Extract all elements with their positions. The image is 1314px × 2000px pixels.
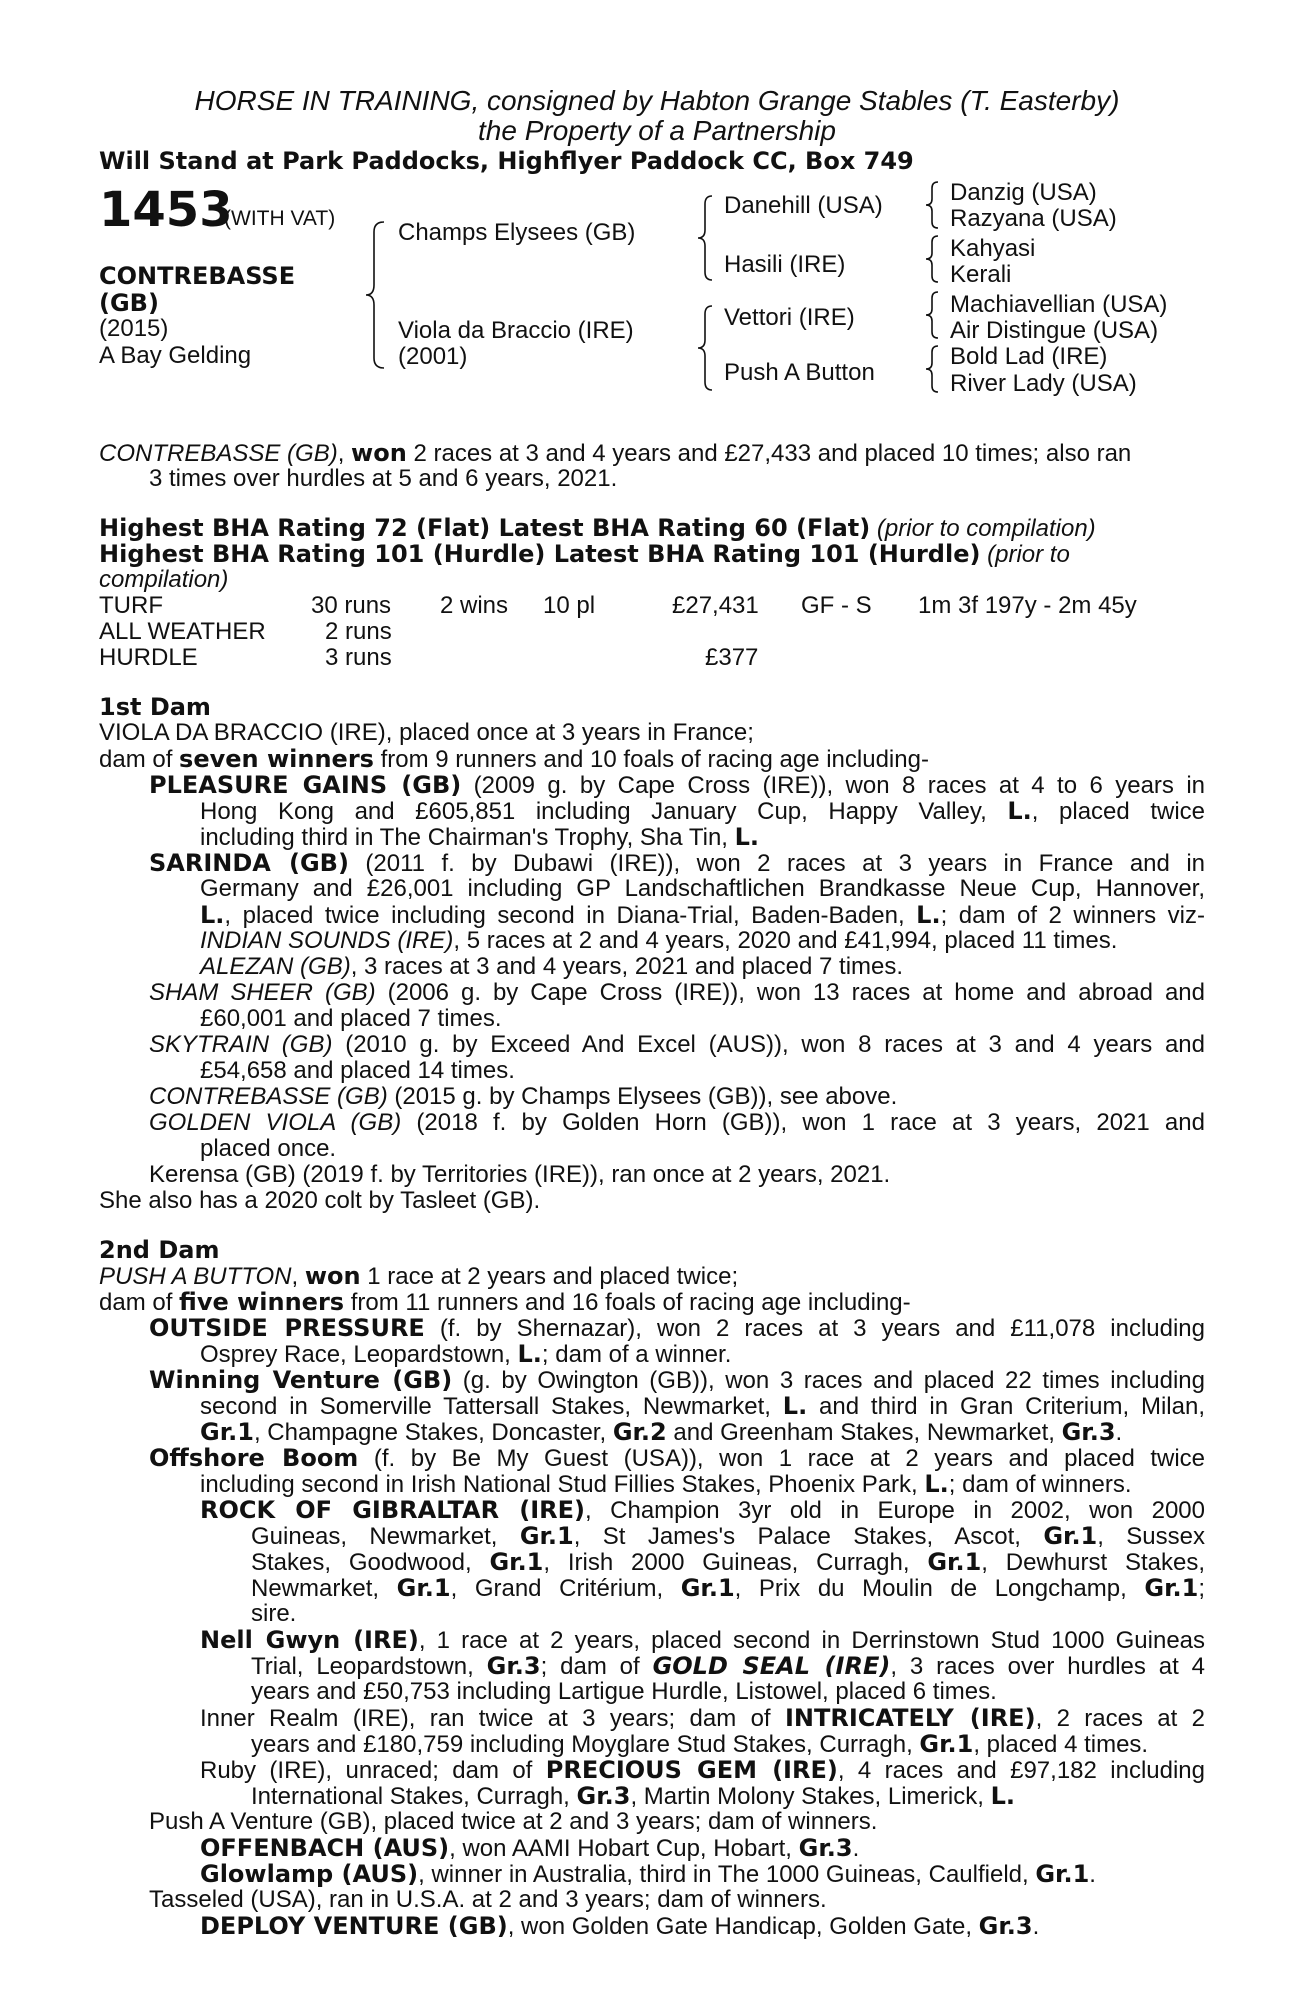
stat-wins: 2 wins — [440, 592, 509, 619]
progeny-winning-venture-2: second in Somerville Tattersall Stakes, Newmarket, L. and third in Gran Criterium, Milan, — [200, 1392, 1206, 1420]
progeny-pleasure-gains-2: Hong Kong and £605,851 including January Cup, Happy Valley, L., placed twice — [200, 797, 1206, 825]
pedigree-brace-g2 — [924, 234, 942, 284]
progeny-ruby: Ruby (IRE), unraced; dam of PRECIOUS GEM (IRE), 4 races and £97,182 including — [200, 1756, 1205, 1784]
progeny-nell-gwyn-3: years and £50,753 including Lartigue Hurdle, Listowel, placed 6 times. — [251, 1678, 997, 1705]
progeny-deploy-venture: DEPLOY VENTURE (GB), won Golden Gate Handicap, Golden Gate, Gr.3. — [200, 1912, 1040, 1940]
pedigree-g1: Danzig (USA) — [950, 179, 1097, 206]
stat-surface: ALL WEATHER — [99, 618, 266, 645]
stat-runs: 2 runs — [325, 618, 392, 645]
stat-prize: £27,431 — [672, 592, 759, 619]
progeny-rock-of-gibraltar-5: sire. — [251, 1600, 297, 1627]
pedigree-dam-dam: Push A Button — [724, 359, 875, 386]
stat-placed: 10 pl — [543, 592, 596, 619]
pedigree-sire-sire: Danehill (USA) — [724, 192, 883, 219]
rating-flat: Highest BHA Rating 72 (Flat) Latest BHA Rating 60 (Flat) (prior to compilation) — [99, 514, 1096, 542]
first-dam-line1: VIOLA DA BRACCIO (IRE), placed once at 3 years in France; — [99, 719, 754, 746]
summary-line1: CONTREBASSE (GB), won 2 races at 3 and 4 years and £27,433 and placed 10 times; also ran — [99, 439, 1132, 467]
progeny-push-a-venture: Push A Venture (GB), placed twice at 2 and 3 years; dam of winners. — [149, 1808, 878, 1835]
first-dam-heading: 1st Dam — [99, 693, 211, 721]
stat-distance: 1m 3f 197y - 2m 45y — [918, 592, 1137, 619]
pedigree-dam: Viola da Braccio (IRE) — [398, 317, 634, 344]
pedigree-brace-main — [364, 220, 388, 370]
stat-runs: 3 runs — [325, 644, 392, 671]
progeny-contrebasse: CONTREBASSE (GB) (2015 g. by Champs Elysees (GB)), see above. — [149, 1083, 898, 1110]
progeny-sham-sheer: SHAM SHEER (GB) (2006 g. by Cape Cross (IRE)), won 13 races at home and abroad and — [149, 979, 1205, 1006]
progeny-sarinda-3: L., placed twice including second in Diana-Trial, Baden-Baden, L.; dam of 2 winners viz- — [200, 901, 1205, 929]
summary-won: won — [351, 439, 407, 467]
pedigree-g5: Machiavellian (USA) — [950, 291, 1168, 318]
pedigree-sire: Champs Elysees (GB) — [398, 219, 636, 246]
progeny-nell-gwyn: Nell Gwyn (IRE), 1 race at 2 years, placed second in Derrinstown Stud 1000 Guineas — [200, 1626, 1206, 1654]
pedigree-g6: Air Distingue (USA) — [950, 317, 1159, 344]
horse-name: CONTREBASSE — [99, 262, 296, 290]
lot-number: 1453 — [99, 182, 233, 238]
stat-going: GF - S — [801, 592, 872, 619]
progeny-skytrain: SKYTRAIN (GB) (2010 g. by Exceed And Excel (AUS)), won 8 races at 3 and 4 years and — [149, 1031, 1205, 1058]
progeny-pleasure-gains-3: including third in The Chairman's Trophy, Sha Tin, L. — [200, 823, 760, 851]
progeny-winning-venture-3: Gr.1, Champagne Stakes, Doncaster, Gr.2 and Greenham Stakes, Newmarket, Gr.3. — [200, 1418, 1123, 1446]
progeny-sham-sheer-2: £60,001 and placed 7 times. — [200, 1005, 502, 1032]
pedigree-g2: Razyana (USA) — [950, 205, 1117, 232]
pedigree-sire-dam: Hasili (IRE) — [724, 251, 846, 278]
stat-surface: HURDLE — [99, 644, 198, 671]
stat-surface: TURF — [99, 592, 163, 619]
progeny-rock-of-gibraltar-3: Stakes, Goodwood, Gr.1, Irish 2000 Guineas, Curragh, Gr.1, Dewhurst Stakes, — [251, 1548, 1206, 1576]
pedigree-brace-g4 — [924, 344, 942, 394]
second-dam-heading: 2nd Dam — [99, 1236, 220, 1264]
progeny-rock-of-gibraltar-4: Newmarket, Gr.1, Grand Critérium, Gr.1, Prix du Moulin de Longchamp, Gr.1; — [251, 1574, 1205, 1602]
first-dam-line2: dam of seven winners from 9 runners and 10 foals of racing age including- — [99, 745, 929, 773]
header-title-line1: HORSE IN TRAINING, consigned by Habton Grange Stables (T. Easterby) — [194, 85, 1120, 116]
progeny-pleasure-gains: PLEASURE GAINS (GB) (2009 g. by Cape Cross (IRE)), won 8 races at 4 to 6 years in — [149, 771, 1206, 799]
progeny-offshore-boom: Offshore Boom (f. by Be My Guest (USA)), won 1 race at 2 years and placed twice — [149, 1444, 1206, 1472]
progeny-alezan: ALEZAN (GB), 3 races at 3 and 4 years, 2021 and placed 7 times. — [200, 953, 904, 980]
progeny-skytrain-2: £54,658 and placed 14 times. — [200, 1057, 515, 1084]
progeny-nell-gwyn-2: Trial, Leopardstown, Gr.3; dam of GOLD SEAL (IRE), 3 races over hurdles at 4 — [251, 1652, 1206, 1680]
foaling-year: (2015) — [99, 315, 169, 342]
horse-description: A Bay Gelding — [99, 342, 252, 369]
second-dam-line2: dam of five winners from 11 runners and 16 foals of racing age including- — [99, 1288, 911, 1316]
rating-hurdle-note: compilation) — [99, 566, 229, 593]
progeny-kerensa: Kerensa (GB) (2019 f. by Territories (IRE)), ran once at 2 years, 2021. — [149, 1161, 891, 1188]
progeny-outside-pressure-2: Osprey Race, Leopardstown, L.; dam of a winner. — [200, 1340, 732, 1368]
pedigree-g8: River Lady (USA) — [950, 370, 1137, 397]
progeny-inner-realm: Inner Realm (IRE), ran twice at 3 years; dam of INTRICATELY (IRE), 2 races at 2 — [200, 1704, 1206, 1732]
progeny-golden-viola: GOLDEN VIOLA (GB) (2018 f. by Golden Horn (GB)), won 1 race at 3 years, 2021 and — [149, 1109, 1205, 1136]
summary-horse-name: CONTREBASSE (GB) — [99, 440, 338, 467]
progeny-rock-of-gibraltar: ROCK OF GIBRALTAR (IRE), Champion 3yr old in Europe in 2002, won 2000 — [200, 1496, 1205, 1524]
stat-prize: £377 — [705, 644, 759, 671]
header-title-line2: the Property of a Partnership — [478, 115, 836, 146]
progeny-inner-realm-2: years and £180,759 including Moyglare Stud Stakes, Curragh, Gr.1, placed 4 times. — [251, 1730, 1149, 1758]
progeny-tasseled: Tasseled (USA), ran in U.S.A. at 2 and 3 years; dam of winners. — [149, 1886, 827, 1913]
stand-location: Will Stand at Park Paddocks, Highflyer Paddock CC, Box 749 — [99, 147, 914, 175]
progeny-ruby-2: International Stakes, Curragh, Gr.3, Martin Molony Stakes, Limerick, L. — [251, 1782, 1015, 1810]
rating-hurdle: Highest BHA Rating 101 (Hurdle) Latest BHA Rating 101 (Hurdle) (prior to — [99, 540, 1070, 568]
horse-country: (GB) — [99, 289, 159, 317]
pedigree-g7: Bold Lad (IRE) — [950, 343, 1108, 370]
summary-line2: 3 times over hurdles at 5 and 6 years, 2021. — [149, 465, 618, 492]
progeny-rock-of-gibraltar-2: Guineas, Newmarket, Gr.1, St James's Palace Stakes, Ascot, Gr.1, Sussex — [251, 1522, 1205, 1550]
pedigree-brace-g1 — [924, 180, 942, 230]
pedigree-dam-sire: Vettori (IRE) — [724, 304, 855, 331]
progeny-sarinda: SARINDA (GB) (2011 f. by Dubawi (IRE)), won 2 races at 3 years in France and in — [149, 849, 1205, 877]
pedigree-brace-g3 — [924, 290, 942, 340]
progeny-winning-venture: Winning Venture (GB) (g. by Owington (GB)), won 3 races and placed 22 times including — [149, 1366, 1205, 1394]
pedigree-dam-year: (2001) — [398, 343, 468, 370]
vat-label: (WITH VAT) — [224, 207, 336, 230]
pedigree-g3: Kahyasi — [950, 235, 1036, 262]
stat-runs: 30 runs — [311, 592, 392, 619]
second-dam-line1: PUSH A BUTTON, won 1 race at 2 years and placed twice; — [99, 1262, 739, 1290]
progeny-golden-viola-2: placed once. — [200, 1135, 337, 1162]
progeny-indian-sounds: INDIAN SOUNDS (IRE), 5 races at 2 and 4 years, 2020 and £41,994, placed 11 times. — [200, 927, 1118, 954]
pedigree-brace-sire — [696, 194, 716, 282]
progeny-offenbach: OFFENBACH (AUS), won AAMI Hobart Cup, Hobart, Gr.3. — [200, 1834, 860, 1862]
progeny-outside-pressure: OUTSIDE PRESSURE (f. by Shernazar), won 2 races at 3 years and £11,078 including — [149, 1314, 1205, 1342]
progeny-sarinda-2: Germany and £26,001 including GP Landschaftlichen Brandkasse Neue Cup, Hannover, — [200, 875, 1205, 902]
pedigree-g4: Kerali — [950, 261, 1012, 288]
pedigree-brace-dam — [696, 304, 716, 392]
progeny-glowlamp: Glowlamp (AUS), winner in Australia, third in The 1000 Guineas, Caulfield, Gr.1. — [200, 1860, 1096, 1888]
first-dam-also: She also has a 2020 colt by Tasleet (GB). — [99, 1187, 541, 1214]
progeny-offshore-boom-2: including second in Irish National Stud Fillies Stakes, Phoenix Park, L.; dam of winners. — [200, 1470, 1132, 1498]
